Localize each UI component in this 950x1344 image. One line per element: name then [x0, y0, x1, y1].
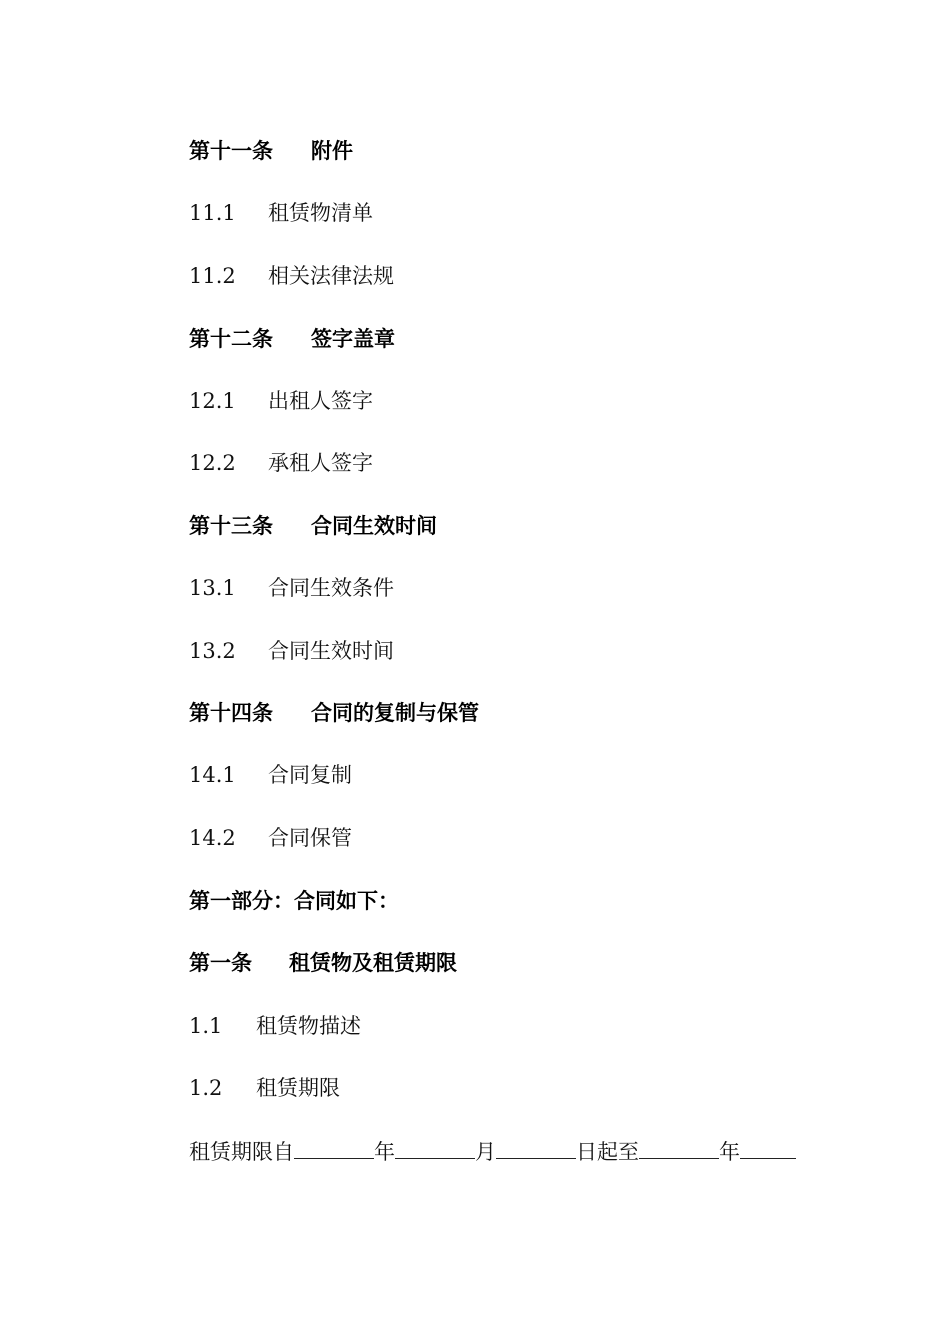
clause-number: 13.1	[189, 576, 236, 600]
clause-title: 相关法律法规	[268, 264, 394, 288]
clause-title: 租赁物描述	[256, 1014, 361, 1038]
clause-14-1	[189, 762, 352, 788]
clause-12-1	[189, 388, 373, 414]
clause-number: 14.1	[189, 763, 236, 787]
lease-term-prefix: 租赁期限自	[189, 1140, 294, 1164]
clause-number: 12.2	[189, 451, 236, 475]
end-year-unit: 年	[719, 1140, 740, 1164]
article-12-heading	[189, 326, 395, 352]
article-number: 第十四条	[189, 701, 273, 725]
article-title: 附件	[311, 139, 353, 163]
article-title: 租赁物及租赁期限	[289, 951, 457, 975]
start-month-unit: 月	[475, 1140, 496, 1164]
article-1-heading	[189, 950, 457, 976]
end-year-blank[interactable]	[639, 1138, 719, 1159]
clause-title: 合同生效条件	[268, 576, 394, 600]
clause-11-1	[189, 200, 373, 226]
start-day-unit: 日起至	[576, 1140, 639, 1164]
start-year-unit: 年	[374, 1140, 395, 1164]
clause-12-2	[189, 450, 373, 476]
article-number: 第一条	[189, 951, 252, 975]
end-month-blank[interactable]	[740, 1138, 796, 1159]
clause-1-1	[189, 1013, 361, 1039]
clause-number: 14.2	[189, 826, 236, 850]
article-number: 第十二条	[189, 327, 273, 351]
article-number: 第十一条	[189, 139, 273, 163]
clause-number: 1.2	[189, 1076, 223, 1100]
clause-title: 承租人签字	[268, 451, 373, 475]
article-14-heading	[189, 700, 479, 726]
clause-11-2	[189, 263, 394, 289]
article-13-heading	[189, 513, 437, 539]
clause-1-2	[189, 1075, 340, 1101]
start-year-blank[interactable]	[294, 1138, 374, 1159]
part-one-heading	[189, 888, 399, 914]
clause-number: 13.2	[189, 639, 236, 663]
article-title: 签字盖章	[311, 327, 395, 351]
start-month-blank[interactable]	[395, 1138, 475, 1159]
clause-title: 合同生效时间	[268, 639, 394, 663]
clause-number: 12.1	[189, 389, 236, 413]
clause-title: 合同保管	[268, 826, 352, 850]
clause-number: 11.1	[189, 201, 236, 225]
clause-number: 1.1	[189, 1014, 223, 1038]
start-day-blank[interactable]	[496, 1138, 576, 1159]
clause-title: 租赁期限	[256, 1076, 340, 1100]
article-title: 合同生效时间	[311, 514, 437, 538]
clause-13-2	[189, 638, 394, 664]
clause-14-2	[189, 825, 352, 851]
article-number: 第十三条	[189, 514, 273, 538]
article-title: 合同的复制与保管	[311, 701, 479, 725]
clause-13-1	[189, 575, 394, 601]
part-title: 第一部分：合同如下：	[189, 889, 399, 913]
lease-term-line	[189, 1138, 796, 1165]
article-11-heading	[189, 138, 353, 164]
clause-number: 11.2	[189, 264, 236, 288]
clause-title: 出租人签字	[268, 389, 373, 413]
clause-title: 租赁物清单	[268, 201, 373, 225]
clause-title: 合同复制	[268, 763, 352, 787]
